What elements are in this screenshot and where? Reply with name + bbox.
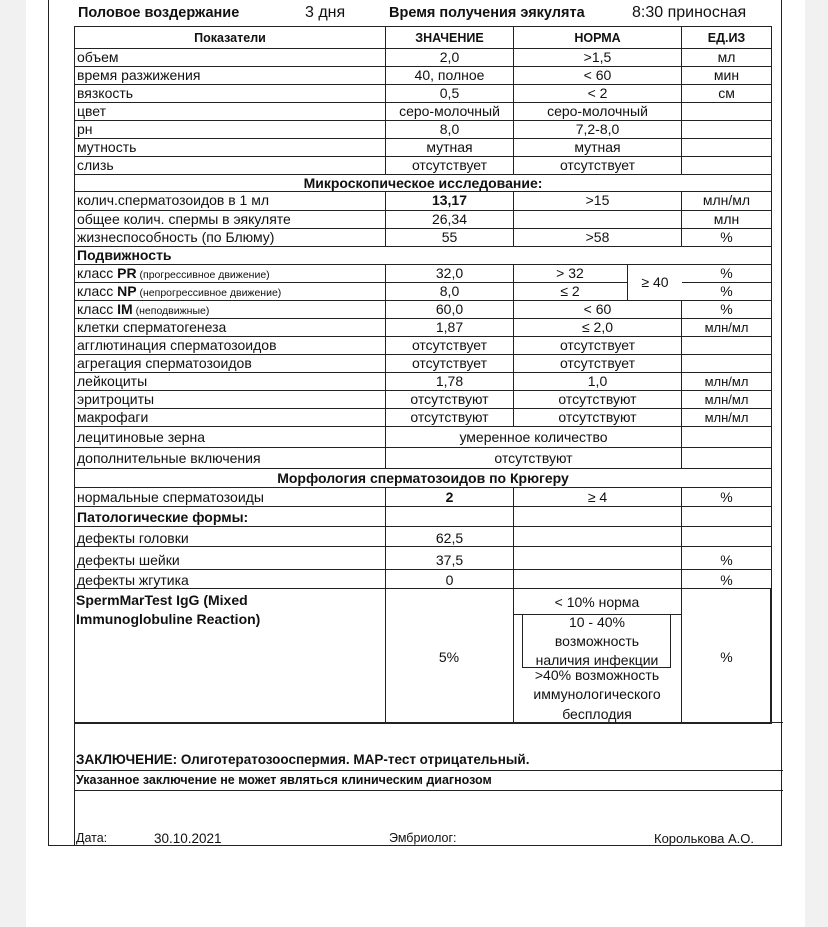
row-norm: < 60 — [513, 301, 681, 319]
combined-norm: ≥ 40 — [627, 265, 682, 300]
mar-norm-2-line3: наличия инфекции — [535, 652, 659, 668]
row-norm: ≤ 2,0 — [513, 319, 681, 337]
row-unit: % — [681, 570, 772, 589]
row-value: 2 — [385, 488, 513, 507]
row-label: дефекты шейки — [74, 547, 385, 570]
table-row — [74, 487, 772, 507]
table-row — [74, 102, 772, 121]
table-row — [74, 191, 772, 211]
table-row — [74, 336, 772, 355]
row-label: лецитиновые зерна — [74, 427, 385, 448]
mar-norm-3-line3: бесплодия — [562, 706, 632, 722]
morph-section-title: Морфология сперматозоидов по Крюгеру — [74, 469, 772, 488]
table-row — [74, 318, 772, 337]
row-norm: < 60 — [513, 67, 681, 85]
table-row — [74, 426, 772, 448]
row-norm — [513, 507, 681, 527]
row-norm: 7,2-8,0 — [513, 121, 681, 139]
row-norm: > 32 — [513, 265, 626, 283]
row-label: класс NP (непрогрессивное движение) — [74, 283, 385, 301]
row-value: отсутствует — [385, 355, 513, 373]
row-value: отсутствует — [385, 337, 513, 355]
row-unit — [681, 427, 772, 448]
row-label: время разжижения — [74, 67, 385, 85]
row-unit: % — [681, 229, 772, 247]
row-value: умеренное количество — [385, 427, 681, 448]
motility-title: Подвижность — [74, 247, 772, 265]
row-norm: отсутствуют — [513, 409, 681, 427]
mar-norm-1: < 10% норма — [554, 594, 640, 610]
row-unit: % — [681, 283, 772, 301]
row-label: цвет — [74, 103, 385, 121]
conclusion-text: ЗАКЛЮЧЕНИЕ: Олиготератозооспермия. МАР-тест отрицательный. — [76, 752, 530, 767]
table-row — [74, 138, 772, 157]
col-header-parameter: Показатели — [74, 27, 385, 49]
row-value: 55 — [385, 229, 513, 247]
row-value: отсутствуют — [385, 409, 513, 427]
table-row — [74, 156, 772, 175]
table-row — [74, 390, 772, 409]
row-label: класс PR (прогрессивное движение) — [74, 265, 385, 283]
row-value: отсутствует — [385, 157, 513, 175]
row-norm: отсутствует — [513, 157, 681, 175]
row-value: мутная — [385, 139, 513, 157]
section-title-row — [74, 468, 772, 488]
row-unit — [681, 448, 772, 469]
row-norm — [513, 547, 681, 570]
row-unit — [681, 157, 772, 175]
table-row — [74, 210, 772, 229]
table-row — [74, 48, 772, 67]
col-header-unit: ЕД.ИЗ — [681, 27, 772, 49]
row-label: эритроциты — [74, 391, 385, 409]
row-label: агрегация сперматозоидов — [74, 355, 385, 373]
row-value: 0 — [385, 570, 513, 589]
row-norm: >15 — [513, 192, 681, 211]
table-row — [74, 526, 772, 547]
micro-section-title: Микроскопическое исследование: — [74, 175, 772, 192]
table-row — [74, 84, 772, 103]
frame-line — [781, 0, 782, 846]
row-label: жизнеспособность (по Блюму) — [74, 229, 385, 247]
divider — [74, 722, 783, 723]
row-label: класс IM (неподвижные) — [74, 301, 385, 319]
date-label: Дата: — [76, 831, 108, 845]
mar-norm-2-line2: возможность — [554, 633, 640, 649]
row-value: 1,78 — [385, 373, 513, 391]
row-unit — [681, 337, 772, 355]
row-norm: 1,0 — [513, 373, 681, 391]
row-value: 0,5 — [385, 85, 513, 103]
mar-title-line2: Immunoglobuline Reaction) — [76, 611, 261, 627]
abstinence-value: 3 дня — [305, 4, 346, 21]
row-unit: млн — [681, 211, 772, 229]
row-norm — [513, 527, 681, 547]
row-label: лейкоциты — [74, 373, 385, 391]
row-label: колич.сперматозоидов в 1 мл — [74, 192, 385, 211]
row-label: общее колич. спермы в эякуляте — [74, 211, 385, 229]
table-row — [74, 408, 772, 427]
row-norm — [513, 570, 681, 589]
table-row — [74, 228, 772, 247]
divider — [74, 790, 783, 791]
row-unit — [681, 139, 772, 157]
row-unit: % — [681, 488, 772, 507]
row-unit: млн/мл — [681, 319, 772, 337]
row-value: отсутствуют — [385, 448, 681, 469]
row-label: агглютинация сперматозоидов — [74, 337, 385, 355]
row-value: отсутствуют — [385, 391, 513, 409]
row-value: 8,0 — [385, 283, 513, 301]
row-unit: % — [681, 301, 772, 319]
row-norm: отсутствуют — [513, 391, 681, 409]
row-label: вязкость — [74, 85, 385, 103]
mar-norm-3-line2: иммунологического — [533, 686, 661, 702]
ejaculate-label: Время получения эякулята — [389, 5, 585, 21]
date-value: 30.10.2021 — [154, 831, 222, 846]
col-header-norm: НОРМА — [513, 27, 681, 49]
row-value: 60,0 — [385, 301, 513, 319]
row-unit: млн/мл — [681, 192, 772, 211]
row-unit: % — [681, 265, 772, 283]
table-row — [74, 354, 772, 373]
row-norm — [513, 211, 681, 229]
row-norm: ≤ 2 — [513, 283, 626, 301]
row-unit — [681, 103, 772, 121]
section-title-row — [74, 174, 772, 192]
row-unit — [681, 355, 772, 373]
mar-norm-2-line1: 10 - 40% — [568, 614, 626, 630]
row-norm: < 2 — [513, 85, 681, 103]
row-value: 13,17 — [385, 192, 513, 211]
row-norm: ≥ 4 — [513, 488, 681, 507]
table-row — [74, 300, 772, 319]
row-unit: см — [681, 85, 772, 103]
row-label: мутность — [74, 139, 385, 157]
row-value: 1,87 — [385, 319, 513, 337]
embryologist-name: Королькова А.О. — [654, 831, 755, 846]
row-label: нормальные сперматозоиды — [74, 488, 385, 507]
mar-title-line1: SpermMarTest IgG (Mixed — [76, 592, 248, 608]
mar-norm-3-line1: >40% возможность — [534, 667, 660, 683]
divider — [74, 722, 75, 846]
row-unit: млн/мл — [681, 391, 772, 409]
row-label: дефекты жгутика — [74, 570, 385, 589]
row-label: дефекты головки — [74, 527, 385, 547]
row-value: 2,0 — [385, 49, 513, 67]
row-norm: мутная — [513, 139, 681, 157]
table-row — [74, 506, 772, 527]
row-unit: мл — [681, 49, 772, 67]
row-unit: млн/мл — [681, 409, 772, 427]
row-norm: >58 — [513, 229, 681, 247]
embryologist-label: Эмбриолог: — [389, 831, 457, 845]
row-label: клетки сперматогенеза — [74, 319, 385, 337]
row-unit: мин — [681, 67, 772, 85]
row-value: 32,0 — [385, 265, 513, 283]
mar-value: 5% — [438, 649, 460, 665]
row-unit — [681, 527, 772, 547]
row-label: дополнительные включения — [74, 448, 385, 469]
row-value — [385, 507, 513, 527]
analysis-table — [74, 26, 772, 724]
row-unit: % — [681, 547, 772, 570]
row-label: слизь — [74, 157, 385, 175]
section-title-row — [74, 246, 772, 265]
row-norm: отсутствует — [513, 337, 681, 355]
table-row — [74, 546, 772, 570]
row-unit — [681, 507, 772, 527]
ejaculate-value: 8:30 приносная — [632, 4, 747, 21]
frame-line — [48, 0, 49, 845]
row-value: серо-молочный — [385, 103, 513, 121]
row-norm: серо-молочный — [513, 103, 681, 121]
table-row — [74, 569, 772, 589]
row-norm: отсутствует — [513, 355, 681, 373]
patho-title: Патологические формы: — [74, 507, 385, 527]
row-label: объем — [74, 49, 385, 67]
table-row — [74, 120, 772, 139]
row-label: макрофаги — [74, 409, 385, 427]
table-row — [74, 66, 772, 85]
row-value: 37,5 — [385, 547, 513, 570]
table-row — [74, 372, 772, 391]
mar-unit: % — [720, 649, 733, 665]
row-unit: млн/мл — [681, 373, 772, 391]
row-value: 40, полное — [385, 67, 513, 85]
disclaimer-text: Указанное заключение не может являться клиническим диагнозом — [76, 773, 492, 787]
table-row — [74, 447, 772, 469]
divider — [74, 770, 783, 771]
col-header-value: ЗНАЧЕНИЕ — [385, 27, 513, 49]
row-unit — [681, 121, 772, 139]
row-value: 8,0 — [385, 121, 513, 139]
row-norm: >1,5 — [513, 49, 681, 67]
row-value: 26,34 — [385, 211, 513, 229]
mar-inner-border — [770, 589, 771, 723]
abstinence-label: Половое воздержание — [78, 5, 240, 21]
row-value: 62,5 — [385, 527, 513, 547]
table-header — [74, 26, 772, 49]
row-label: рн — [74, 121, 385, 139]
